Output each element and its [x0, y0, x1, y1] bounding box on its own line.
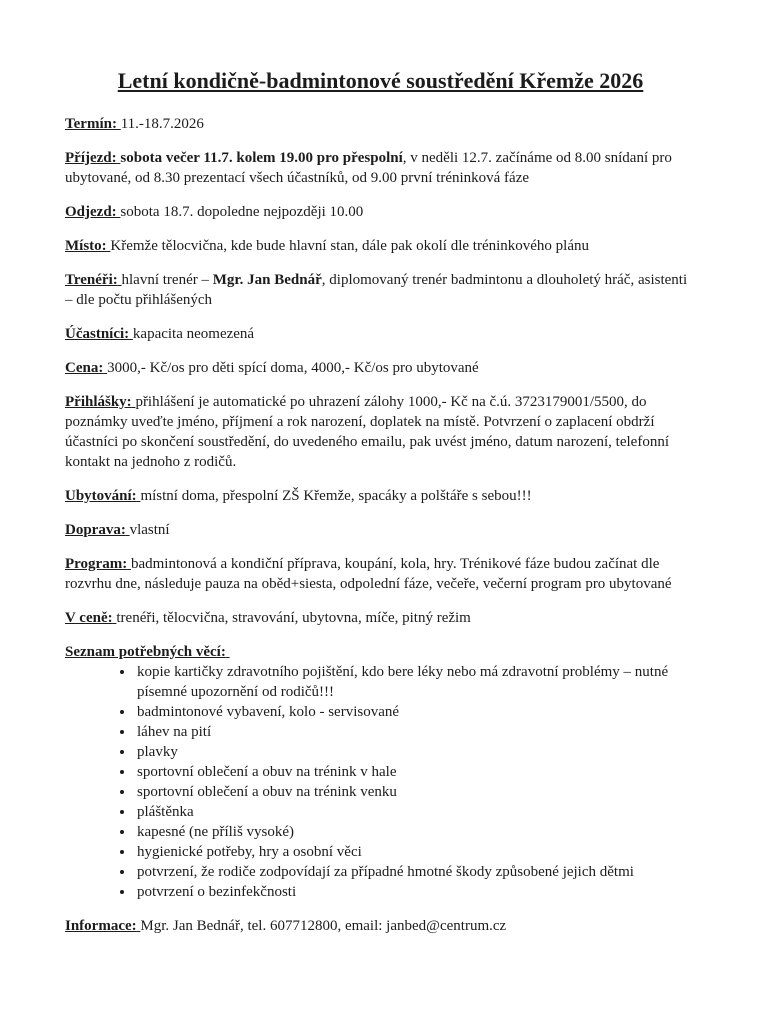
prihlasky-text: přihlášení je automatické po uhrazení zálohy 1000,- Kč na č.ú. 3723179001/5500, do poznámky uveďte jméno, příjmení a rok narození, doplatek na místě. Potvrzení o zaplacení obdrží účastníci po skončení soustředění, do uvedeného emailu, pak uvést jméno, datum narození, telefonní kontakt na jednoho z rodičů.	[65, 394, 669, 470]
list-item: • pláštěnka	[135, 802, 696, 822]
list-item: • potvrzení o bezinfekčnosti	[135, 882, 696, 902]
list-item: • hygienické potřeby, hry a osobní věci	[135, 842, 696, 862]
paragraph-doprava	[65, 520, 696, 540]
needs-list	[65, 662, 696, 902]
misto-label: Místo:	[65, 238, 107, 254]
prijezd-text: , v neděli 12.7. začínáme od 8.00 snídaní pro ubytované, od 8.30 prezentací všech účastníků, od 9.00 první tréninková fáze	[65, 150, 672, 186]
paragraph-vcene	[65, 608, 696, 628]
vcene-text: trenéři, tělocvična, stravování, ubytovna, míče, pitný režim	[116, 610, 471, 626]
treneri-label: Trenéři:	[65, 272, 118, 288]
vcene-label: V ceně:	[65, 610, 113, 626]
paragraph-seznam-heading	[65, 642, 696, 662]
ucastnici-text: kapacita neomezená	[132, 326, 255, 342]
list-item: • plavky	[135, 742, 696, 762]
paragraph-treneri	[65, 270, 696, 310]
odjezd-text: sobota 18.7. dopoledne nejpozději 10.00	[120, 204, 364, 220]
list-item: • kapesné (ne příliš vysoké)	[135, 822, 696, 842]
paragraph-informace	[65, 916, 696, 936]
program-text: badmintonová a kondiční příprava, koupání, kola, hry. Trénikové fáze budou začínat dle rozvrhu dne, následuje pauza na oběd+siesta, odpolední fáze, večeře, večerní program pro ubytované	[65, 556, 672, 592]
list-item: • potvrzení, že rodiče zodpovídají za případné hmotné škody způsobené jejich dětmi	[135, 862, 696, 882]
misto-text: Křemže tělocvična, kde bude hlavní stan, dále pak okolí dle tréninkového plánu	[110, 238, 589, 254]
list-item: • sportovní oblečení a obuv na trénink venku	[135, 782, 696, 802]
treneri-text-pre: hlavní trenér –	[121, 272, 213, 288]
list-item: • badmintonové vybavení, kolo - servisované	[135, 702, 696, 722]
list-item: • sportovní oblečení a obuv na trénink v hale	[135, 762, 696, 782]
seznam-label: Seznam potřebných věcí:	[65, 644, 226, 660]
document-title: Letní kondičně-badmintonové soustředění Křemže 2026	[117, 68, 644, 93]
paragraph-prihlasky	[65, 392, 696, 472]
paragraph-termin	[65, 114, 696, 134]
paragraph-misto	[65, 236, 696, 256]
ubytovani-label: Ubytování:	[65, 488, 137, 504]
informace-label: Informace:	[65, 918, 137, 934]
paragraph-odjezd	[65, 202, 696, 222]
ucastnici-label: Účastníci:	[65, 326, 130, 342]
cena-label: Cena:	[65, 360, 104, 376]
paragraph-cena	[65, 358, 696, 378]
cena-text: 3000,- Kč/os pro děti spící doma, 4000,- Kč/os pro ubytované	[107, 360, 479, 376]
treneri-coach-name: Mgr. Jan Bednář	[212, 272, 322, 288]
ubytovani-text: místní doma, přespolní ZŠ Křemže, spacáky a polštáře s sebou!!!	[140, 488, 532, 504]
paragraph-program	[65, 554, 696, 594]
paragraph-ubytovani	[65, 486, 696, 506]
informace-text: Mgr. Jan Bednář, tel. 607712800, email: janbed@centrum.cz	[140, 918, 507, 934]
termin-label: Termín:	[65, 116, 117, 132]
paragraph-ucastnici	[65, 324, 696, 344]
odjezd-label: Odjezd:	[65, 204, 117, 220]
list-item: • láhev na pití	[135, 722, 696, 742]
prijezd-bold-text: sobota večer 11.7. kolem 19.00 pro přespolní	[120, 150, 403, 166]
paragraph-prijezd	[65, 148, 696, 188]
treneri-text-post: , diplomovaný trenér badmintonu a dlouholetý hráč, asistenti – dle počtu přihlášených	[65, 272, 688, 308]
prihlasky-label: Přihlášky:	[65, 394, 132, 410]
doprava-label: Doprava:	[65, 522, 126, 538]
prijezd-label: Příjezd:	[65, 150, 117, 166]
list-item: • kopie kartičky zdravotního pojištění, kdo bere léky nebo má zdravotní problémy – nutné písemné upozornění od rodičů!!!	[135, 662, 696, 702]
program-label: Program:	[65, 556, 128, 572]
termin-text: 11.-18.7.2026	[120, 116, 204, 132]
doprava-text: vlastní	[129, 522, 170, 538]
